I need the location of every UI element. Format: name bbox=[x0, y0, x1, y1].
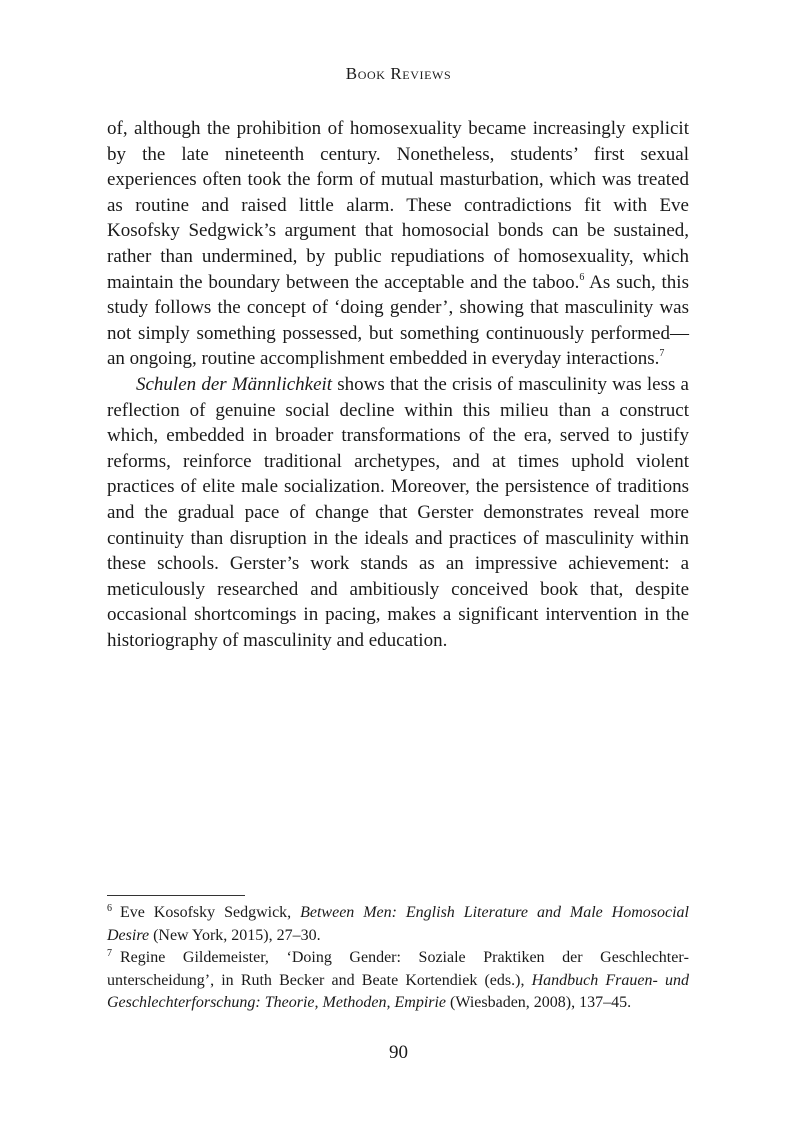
footnote-7 bbox=[107, 947, 689, 1015]
footnote-number: 6 bbox=[107, 903, 112, 914]
book-title-italic: Schulen der Männlichkeit bbox=[136, 373, 333, 395]
main-text bbox=[107, 116, 689, 653]
footnote-ref-6: 6 bbox=[579, 271, 585, 283]
footnote-italic-title: Between Men: English Literature and Male Homosocial Desire bbox=[107, 904, 689, 944]
footnote-text-end: (New York, 2015), 27–30. bbox=[149, 926, 321, 944]
paragraph-1 bbox=[107, 116, 689, 372]
paragraph-2 bbox=[107, 372, 689, 654]
footnote-text: Regine Gildemeister, ‘Doing Gender: Soziale Praktiken der Geschlechterunterscheidung’, in Ruth Becker and Beate Kortendiek (eds.), bbox=[107, 949, 689, 989]
footnote-text: Eve Kosofsky Sedgwick, bbox=[120, 904, 301, 921]
footnote-text-end: (Wiesbaden, 2008), 137–45. bbox=[446, 994, 632, 1011]
footnotes bbox=[107, 902, 689, 1015]
footnote-number: 7 bbox=[107, 948, 112, 959]
running-head: Book Reviews bbox=[345, 64, 452, 83]
footnote-ref-7: 7 bbox=[659, 348, 665, 360]
page-number: 90 bbox=[389, 1042, 408, 1063]
paragraph-1-text-a: of, although the prohibition of homosexuality became increasingly explicit by the late nineteenth century. Nonetheless, students’ first sexual experiences often took the form of mutual masturbation, which was treated as routine and raised little alarm. These contradictions fit with Eve Kosofsky Sedgwick’s argument that homosocial bonds can be sustained, rather than undermined, by public repudiations of homosexuality, which maintain the boundary between the acceptable and the taboo. bbox=[107, 118, 689, 293]
footnote-divider bbox=[107, 895, 245, 896]
paragraph-1-text-b: As such, this study follows the concept of ‘doing gender’, showing that masculinity was not simply something possessed, but something continuously performed—an ongoing, routine accomplishment embedded in everyday interactions. bbox=[107, 271, 689, 370]
paragraph-2-text: shows that the crisis of masculinity was less a reflection of genuine social decline within this milieu than a construct which, embedded in broader transformations of the era, served to justify reforms, reinforce traditional archetypes, and at times uphold violent practices of elite male socialization. Moreover, the persistence of traditions and the gradual pace of change that Gerster demonstrates reveal more continuity than disruption in the ideals and practices of masculinity within these schools. Gerster’s work stands as an impressive achievement: a meticulously researched and ambitiously conceived book that, despite occasional shortcomings in pacing, makes a significant intervention in the historiography of masculinity and education. bbox=[107, 373, 689, 651]
footnote-6 bbox=[107, 902, 689, 947]
footnote-italic-title: Handbuch Frauen- und Geschlechterforschung: Theorie, Methoden, Empirie bbox=[107, 971, 689, 1011]
